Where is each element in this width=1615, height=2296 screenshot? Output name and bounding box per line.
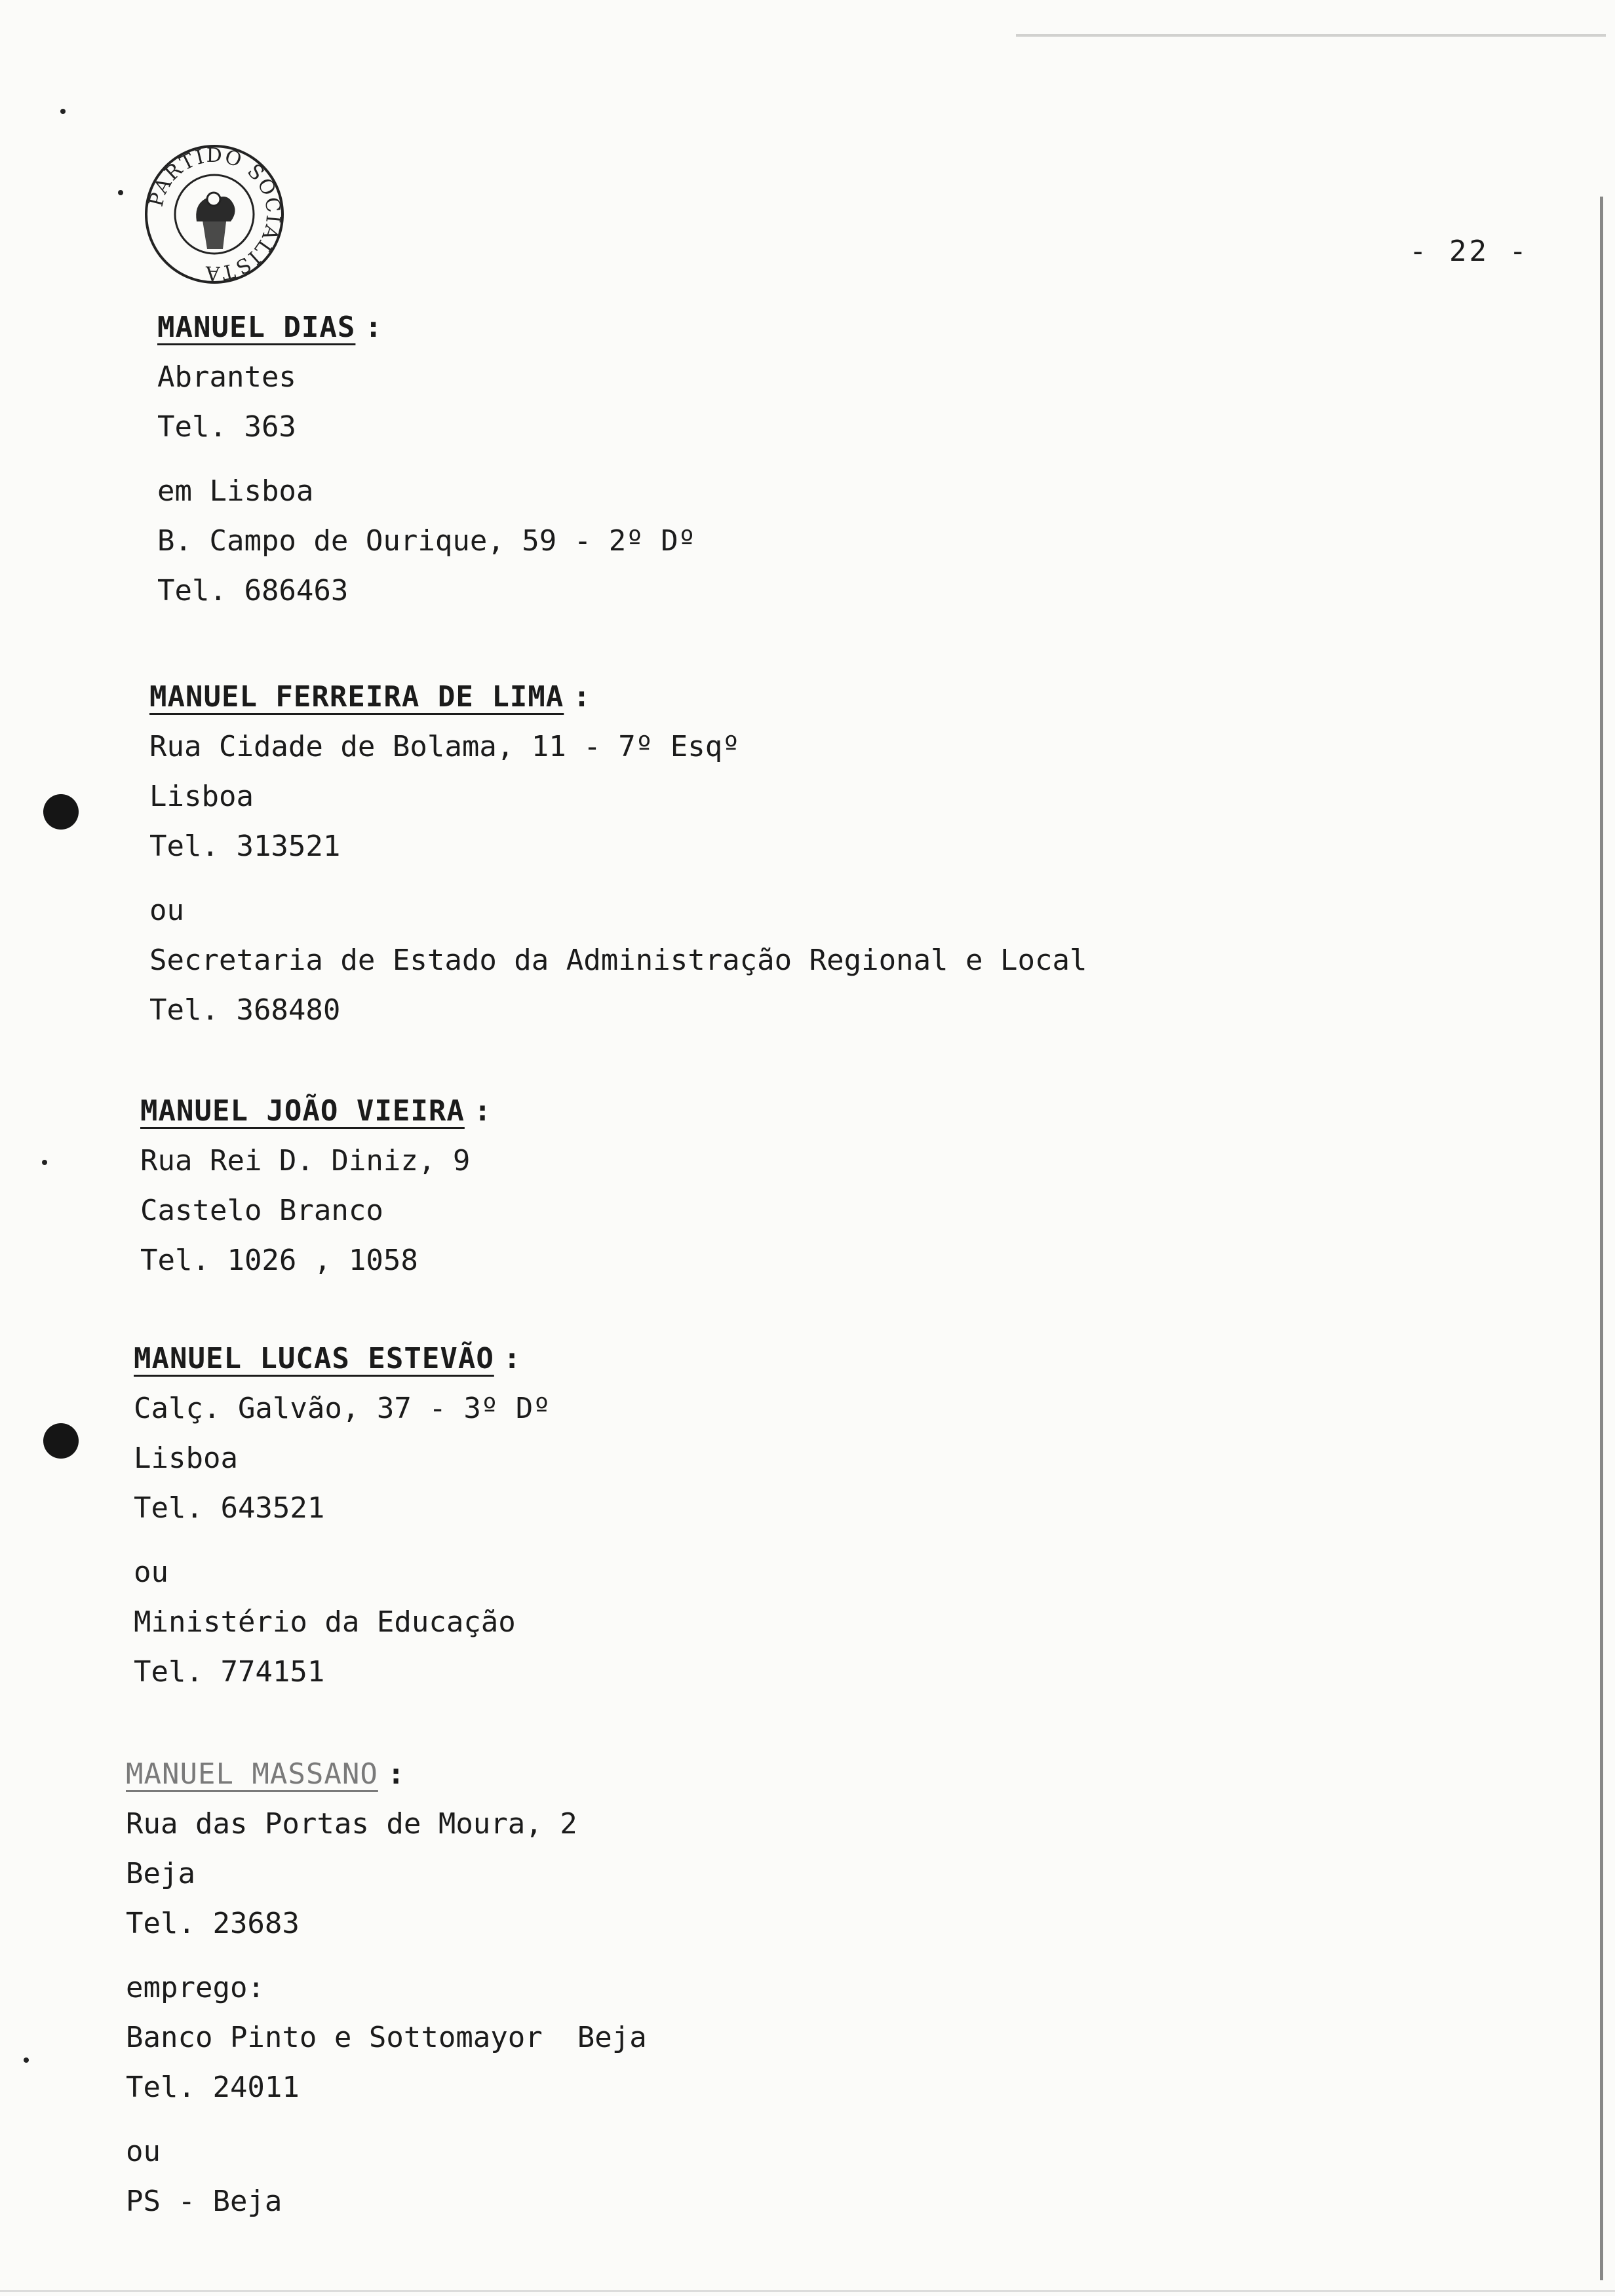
scan-speck (42, 1160, 47, 1165)
scan-speck (60, 109, 66, 114)
address-line: Beja (126, 1857, 195, 1890)
address-line: Secretaria de Estado da Administração Regional e Local (149, 944, 1087, 977)
scan-edge-bottom (0, 2290, 1615, 2292)
fist-rose-icon (196, 193, 235, 249)
party-seal-stamp (143, 143, 286, 286)
contact-name: MANUEL LUCAS ESTEVÃO (134, 1342, 494, 1375)
scan-speck (24, 2057, 29, 2063)
phone-line: Tel. 363 (157, 410, 296, 444)
address-line: Lisboa (134, 1442, 238, 1475)
contact-name-line: MANUEL DIAS : (157, 311, 382, 344)
page-number: - 22 - (1409, 235, 1529, 268)
phone-line: Tel. 1026 , 1058 (140, 1244, 418, 1277)
address-line: Banco Pinto e Sottomayor Beja (126, 2021, 647, 2054)
address-line: Abrantes (157, 360, 296, 394)
contact-entry (149, 672, 1087, 1035)
address-line: Castelo Branco (140, 1194, 383, 1227)
contact-name: MANUEL MASSANO (126, 1757, 378, 1791)
phone-line: Tel. 313521 (149, 830, 341, 863)
address-line: Lisboa (149, 780, 254, 813)
contact-name: MANUEL DIAS (157, 311, 356, 344)
address-line: B. Campo de Ourique, 59 - 2º Dº (157, 524, 696, 558)
address-line: em Lisboa (157, 474, 314, 508)
scan-edge-right (1600, 197, 1603, 2280)
punch-hole-top (43, 794, 79, 830)
contact-name-line: MANUEL FERREIRA DE LIMA : (149, 680, 591, 714)
address-line: Rua Rei D. Diniz, 9 (140, 1144, 471, 1177)
contact-entry (134, 1334, 551, 1697)
contact-entry (126, 1750, 647, 2227)
contact-name-line: MANUEL LUCAS ESTEVÃO : (134, 1342, 521, 1375)
scan-edge-top (1016, 34, 1606, 37)
address-line: PS - Beja (126, 2185, 282, 2218)
address-line: Rua Cidade de Bolama, 11 - 7º Esqº (149, 730, 740, 763)
contact-name-line: MANUEL MASSANO : (126, 1757, 405, 1791)
svg-text:PARTIDO SOCIALISTA: PARTIDO SOCIALISTA (144, 144, 285, 285)
contact-name: MANUEL FERREIRA DE LIMA (149, 680, 564, 714)
phone-line: Tel. 643521 (134, 1491, 325, 1525)
address-line: ou (134, 1556, 168, 1589)
phone-line: Tel. 24011 (126, 2071, 300, 2104)
phone-line: Tel. 774151 (134, 1655, 325, 1689)
contact-name-line: MANUEL JOÃO VIEIRA : (140, 1094, 492, 1128)
address-line: emprego: (126, 1971, 265, 2004)
phone-line: Tel. 23683 (126, 1907, 300, 1940)
address-line: Ministério da Educação (134, 1605, 516, 1639)
address-line: Rua das Portas de Moura, 2 (126, 1807, 577, 1841)
punch-hole-bottom (43, 1423, 79, 1459)
phone-line: Tel. 686463 (157, 574, 349, 607)
contact-name: MANUEL JOÃO VIEIRA (140, 1094, 465, 1128)
scan-speck (118, 190, 123, 195)
address-line: Calç. Galvão, 37 - 3º Dº (134, 1392, 551, 1425)
address-line: ou (126, 2135, 161, 2168)
address-line: ou (149, 894, 184, 927)
phone-line: Tel. 368480 (149, 993, 341, 1027)
contact-entry (157, 303, 695, 616)
contact-entry (140, 1086, 491, 1286)
